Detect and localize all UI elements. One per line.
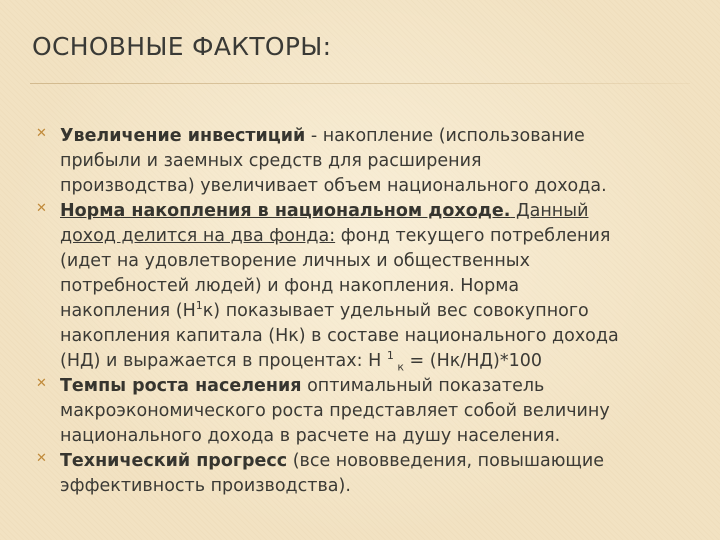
item-line: потребностей людей) и фонд накопления. Норма <box>60 276 520 296</box>
x-mark-bullet-icon: ✕ <box>36 376 47 391</box>
item-line: накопления капитала (Нк) в составе национального дохода <box>60 326 619 346</box>
item-heading: Темпы роста населения <box>60 376 302 396</box>
x-mark-bullet-icon: ✕ <box>36 451 47 466</box>
list-item <box>0 199 720 374</box>
item-text: (все нововведения, повышающие <box>287 451 605 471</box>
superscript: 1 <box>386 349 394 363</box>
item-heading: Норма накопления в национальном доходе. <box>60 201 511 221</box>
item-line: производства) увеличивает объем национального дохода. <box>60 176 607 196</box>
factor-list <box>0 124 720 499</box>
item-text: доход делится на два фонда: <box>60 226 336 246</box>
item-text: оптимальный показатель <box>301 376 545 396</box>
item-text: накопления (Н <box>60 301 196 321</box>
superscript: 1 <box>195 299 203 313</box>
item-text: фонд текущего потребления <box>335 226 611 246</box>
item-text: Данный <box>510 201 589 221</box>
item-text: к) показывает удельный вес совокупного <box>202 301 589 321</box>
list-item <box>0 374 720 449</box>
x-mark-bullet-icon: ✕ <box>36 126 47 141</box>
item-heading: Увеличение инвестиций <box>60 126 306 146</box>
item-line <box>60 349 700 374</box>
item-heading: Технический прогресс <box>60 451 288 471</box>
item-line <box>60 124 700 149</box>
item-text: - накопление (использование <box>305 126 585 146</box>
slide-title: ОСНОВНЫЕ ФАКТОРЫ: <box>32 32 332 61</box>
item-line: эффективность производства). <box>60 476 351 496</box>
item-line <box>60 374 700 399</box>
list-item <box>0 449 720 499</box>
formula-text: = (Нк/НД)*100 <box>403 351 543 371</box>
item-line <box>60 449 700 474</box>
title-divider <box>30 83 690 84</box>
item-line: национального дохода в расчете на душу населения. <box>60 426 561 446</box>
item-line: прибыли и заемных средств для расширения <box>60 151 482 171</box>
list-item <box>0 124 720 199</box>
item-line <box>60 299 700 324</box>
subscript: к <box>393 360 404 374</box>
item-text: (НД) и выражается в процентах: Н <box>60 351 387 371</box>
item-line <box>60 199 700 224</box>
x-mark-bullet-icon: ✕ <box>36 201 47 216</box>
item-line <box>60 224 700 249</box>
item-line: макроэкономического роста представляет собой величину <box>60 401 610 421</box>
item-line: (идет на удовлетворение личных и общественных <box>60 251 530 271</box>
